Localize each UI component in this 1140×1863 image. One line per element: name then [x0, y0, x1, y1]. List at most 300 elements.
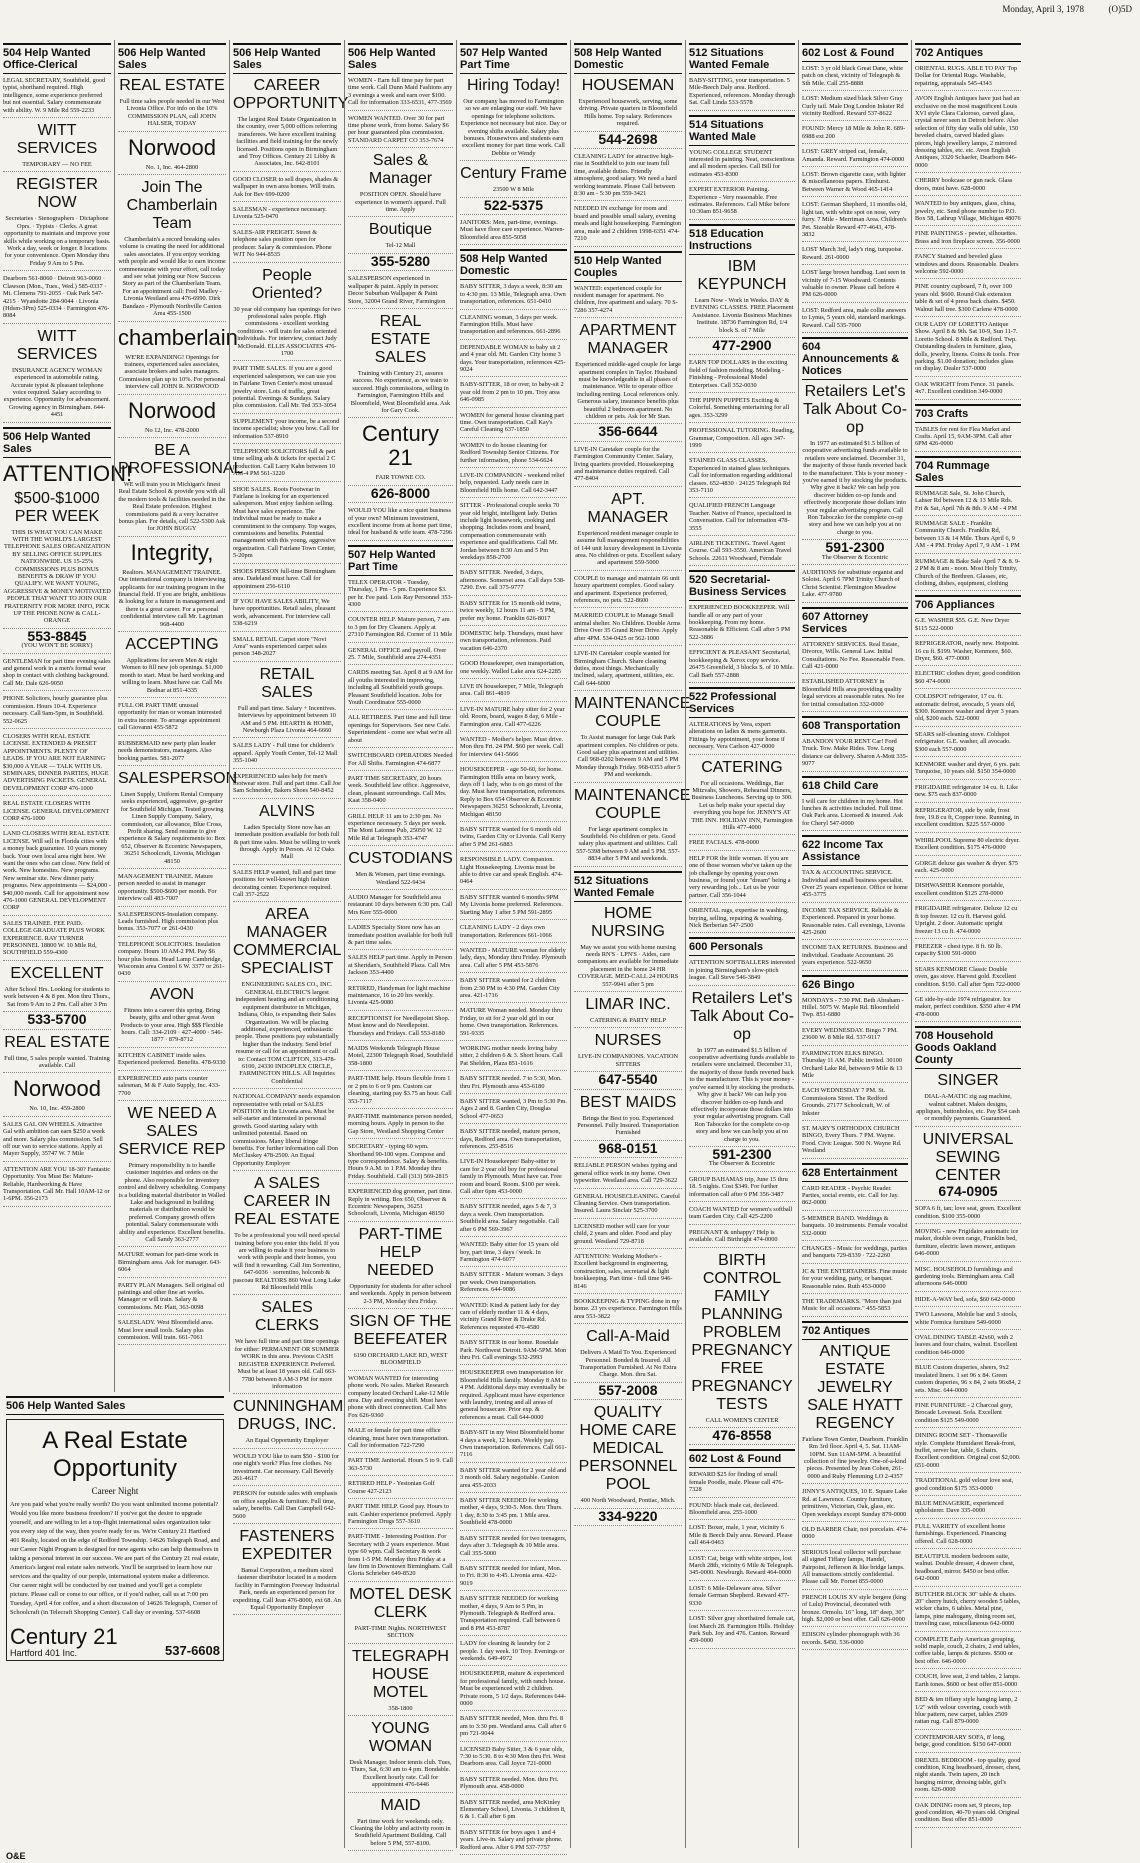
ad-body-text: DINING ROOM SET - Thomasville style. Complete Humidaret Break-front, buffet, server bar, table, 6 chairs. Excellent condition. Original cost $2,000. 651-0000 — [915, 1432, 1021, 1469]
ad-body-text: DREXEL BEDROOM - top quality, good condition, King headboard, dresser, chest, night stands. Twin tapers, 20 inch hanging mirror, dressing table, girl's room. 626-0000 — [915, 1756, 1021, 1794]
classified-ad — [689, 149, 795, 183]
ad-body-text: BABY SITTER needed for infant, Mon. to Fri. 8:30 to 4:45. Livonia area. 422-9019 — [460, 1564, 562, 1587]
ad-body-text: May we assist you with home nursing needs RN'S · LPN'S · Aides, care companions are available for immediate placement in the home 24 HR COVERAGE. MED-CALL 24 HOURS 557-9941 after 5 pm — [577, 943, 679, 988]
ad-body-text: MAIDS Weekends Telegraph House Motel, 22300 Telegraph Road, Southfield 358-1800 — [348, 1045, 453, 1067]
classified-ad — [915, 1072, 1021, 1127]
feature-ad-brand: Century 21 — [10, 1623, 118, 1649]
classified-ad — [915, 693, 1021, 727]
classified-ad — [460, 1746, 567, 1772]
classified-ad — [802, 1268, 908, 1294]
ad-body-text: BOOKKEEPING & TYPING done in my home. 23 yrs experience. Farmington Hills area 553-3822 — [574, 1297, 682, 1320]
classified-ad — [460, 1670, 567, 1711]
feature-ad-phone: 537-6608 — [165, 1642, 220, 1658]
ad-body-text: HOUSEKEEPER - age 50-60, for home. Farmington Hills area on heavy work, days off 1 lady, who is on go most of the day. Must have transportation, references. Reply to Box 654 Observer & Eccentric Newspapers 36251 Schoolcraft, Livonia, Michigan 48150 — [460, 766, 566, 818]
ad-body-text: Fitness into a career this spring. Bring beauty, gifts and other great Avon Products to your area. High $$$ Flexible hours. Call: 334-2109 · 427-4000 · 546-1877 · 879-8712 — [120, 1006, 224, 1044]
ad-body-text: FANCY Stained and beveled glass windows and doors. Reasonable. Dealers welcome 592-0000 — [915, 253, 1019, 275]
ad-body-text: GOOD Housekeeper, own transportation, one weekly. Walled Lake area 624-2285 — [460, 660, 565, 675]
ad-body-text: LOST: Silver gray shorthaired female cat, lost March 28. Farmington Hills. Holiday Park Sub. Joy and 476. Canton. Reward 459-0000 — [689, 1615, 795, 1645]
classified-ad — [348, 152, 453, 217]
classified-ad — [3, 1166, 111, 1207]
classified-ad — [802, 738, 908, 772]
ad-body-text: LOST March 3rd, lady's ring, turquoise. Reward. 261-0000 — [802, 246, 904, 261]
ad-body-text: PART TIME Janitorial. Hours 5 to 9. Call 363-5730 — [348, 1457, 453, 1472]
classified-ad — [574, 1162, 682, 1188]
classified-ad — [574, 130, 682, 149]
classified-ad — [574, 1381, 682, 1400]
ad-body-text: BABY SITTER, 3 days a week, 8:30 am to 4:30 pm. 13 Mile, Telegraph area. Own transportation, references. 651-0410 — [460, 283, 566, 306]
ad-body-text: WE'RE EXPANDING! Openings for trainees, experienced sales associates, associate brokers and sales managers. Commission plan up to 10%. For personal interview call JOHN R. NORWOOD — [118, 353, 226, 391]
classified-ad — [460, 1098, 567, 1124]
ad-heading: QUALITY HOME CARE MEDICAL PERSONNEL POOL — [578, 1404, 678, 1494]
ad-body-text: BED & ten tiffany style hanging lamp, 2 1/2" with velour covering, couch with blue pattern, new carpet, tables 2509 rattan rug. Call 879-0000 — [915, 1696, 1018, 1726]
ad-body-text: Realtors. MANAGEMENT TRAINEE. Our international company is interviewing applicants for our training program in the financial field. If you are bright, ambitious & looking for a future in management and there is a great career. For a personal confidential interview call Mr. Lagriman 968-4400 — [118, 568, 226, 628]
ad-heading: AVON — [149, 985, 195, 1003]
ad-heading: SINGER — [937, 1072, 999, 1090]
ad-heading: REAL ESTATE — [119, 77, 225, 94]
classified-ad — [3, 627, 111, 654]
classified-ad — [802, 1298, 908, 1317]
classified-ad — [348, 221, 453, 253]
ad-body-text: GENERAL HOUSECLEANING. Careful Cleaning Service. Own transportation. Insured. Laura Sinclair 525-3700 — [574, 1192, 680, 1215]
classified-ad — [233, 666, 341, 739]
classified-ad — [802, 1594, 908, 1628]
ad-heading: Join The Chamberlain Team — [126, 179, 218, 233]
ad-body-text: Part time work for weekends only. Cleaning the lobby and activity room in Southfield Apartment Building. Call before 5 PM, 557-8100. — [350, 1817, 451, 1847]
ad-body-text: Our company has moved to Farmington so we are enlarging our staff. We have openings for telephone solicitors. Experience not necessary but nice. Day or evening shifts available. Salary plus bonuses. Housewives and students earn excellent money for part time work. Call Debbie or Wendy — [460, 98, 567, 157]
ad-heading: BE A PROFESSIONAL — [118, 441, 243, 477]
ad-body-text: (YOU WON'T BE SORRY) — [21, 642, 93, 650]
classified-ad — [233, 742, 341, 768]
classified-ad — [460, 442, 567, 468]
classified-ad — [915, 1228, 1021, 1262]
ad-body-text: CONTEMPORARY SOFA, 8' long, beige, good condition. $150 647-0000 — [915, 1733, 1012, 1749]
ad-body-text: TRADITIONAL gold velour love seat, good condition $175 353-0000 — [915, 1477, 1014, 1492]
ad-body-text: BABY SITTER NEEDED for working mother, 4 days, 9 Am to 5 Pm, in Plymouth. Telegraph & Redford area. Transportation required. Call between 6 and 8 PM 453-8787 — [460, 1595, 561, 1632]
ad-body-text: FOUND: black male cat, declawed. Bloomfield area. 255-1000 — [689, 1501, 779, 1517]
ad-body-text: CLEANING LADY - 2 days own transportation. References 661-1066 — [460, 924, 552, 939]
classified-ad — [915, 1673, 1021, 1692]
ad-body-text: Linen Supply, Uniform Rental Company seeks experienced, aggressive, go-getter for Southfield Michigan. Tested growing Linen Supply Company. Salary, commission, car allowance, Blue Cross, Profit sharing. Send resume to give experience & Salary requirements to: Box 652, Observer & Eccentric Newspapers, 36251 Schoolcraft, Livonia, Michigan 48150 — [118, 790, 226, 865]
classified-ad — [574, 905, 682, 992]
ad-body-text: ATTENTION ARE YOU 18-30? Fantastic Opportunity. You Must Be: Mature-Reliable, Hardworking & Have Transportation. Call Mr. Hall 10AM-12 or 1-6PM. 356-2173 — [3, 1165, 111, 1203]
ad-body-text: For all occasions. Weddings, Bar Mitzvahs, Showers, Rehearsal Dinners, Business Luncheons. Serving up to 300. Let us help make your special day everything you hope for. JENNY'S AT THE INN. HOLIDAY INN, Farmington Hills 477-4000 — [691, 779, 793, 831]
ad-body-text: RELIABLE PERSON wishes typing and general office work in my home. Own typewriter. Westland area. Call 729-3622 — [574, 1162, 678, 1185]
ad-body-text: WOMAN WANTED for interesting phone work. No sales. Market Research company located Orchard Lake-12 Mile area. Day and evening shift. Must have phone with direct connection. Call Mrs Fox 626-9360 — [348, 1374, 450, 1419]
classified-ad — [689, 1502, 795, 1521]
classified-ad — [233, 176, 341, 202]
ad-body-text: SALESLADY. West Bloomfield area. Must love small tools. Salary plus commission. Will train. 661-7061 — [118, 1319, 214, 1342]
section-header: 512 Situations Wanted Female — [574, 871, 682, 902]
ad-body-text: WANTED - MATURE woman for elderly lady, days, Monday thru Friday. Plymouth area. Call after 5 PM 453-5876 — [460, 946, 567, 969]
classified-ad — [460, 683, 567, 702]
ad-body-text: PART TIME SECRETARY, 20 hours week. Southfield law office. Aggressive, clean, pleasant surroundings. Call Mrs. Kaat 358-0400 — [348, 774, 451, 805]
classified-ad — [689, 1229, 795, 1248]
classified-ad — [348, 115, 453, 149]
classified-ad — [915, 731, 1021, 757]
ad-body-text: LOST: Boxer, male, 1 year, vicinity 6 Mile & Beech Daly area. Reward. Please call 464-0463 — [689, 1524, 793, 1547]
classified-ad — [460, 165, 567, 197]
classified-ad — [118, 541, 226, 632]
ad-heading: People Oriented? — [251, 266, 323, 302]
ad-body-text: SALESMAN - experience necessary. Livonia 525-0470 — [233, 206, 327, 221]
classified-ad — [348, 1720, 453, 1793]
classified-ad — [915, 1553, 1021, 1587]
ad-body-text: COUNTER HELP. Mature person, 7 am to 3 pm for Dry Cleaners. Apply at 27310 Farmington Rd. Corner of 11 Mile — [348, 616, 453, 639]
ad-body-text: BABY-SITTING, your transportation. 5 Mile-Beech Daly area. Redford. Experienced, references. Monday through Sat. Call Linda 533-5578 — [689, 77, 795, 107]
ad-heading: AREA MANAGER COMMERCIAL SPECIALIST — [233, 906, 342, 978]
ad-body-text: The Observer & Eccentric — [708, 1160, 776, 1168]
classified-ad — [460, 1271, 567, 1297]
ad-body-text: An Equal Opportunity Employer — [245, 1437, 329, 1445]
ad-body-text: For large apartment complex in Southfield. No children or pets. Good salary plus apartment and utilities. Call 557-5398 between 9 AM and 5 PM. 557-8834 after 5 PM and weekends. — [576, 825, 680, 863]
classified-ad — [233, 418, 341, 444]
ad-body-text: LIVE-IN Caretaker couple wanted for Birmingham Church. Share cleaning duties, most things. Mechanically inclined, salary, apartment, utilities, etc. Call 644-6000 — [574, 650, 675, 687]
ad-body-text: OVAL DINING TABLE 42x60, with 2 leaves and four chairs, walnut. Excellent condition 646-0000 — [915, 1334, 1018, 1356]
classified-ad — [915, 426, 1021, 452]
classified-ad — [802, 1125, 908, 1159]
ad-body-text: WANTED - Mother's helper. Must drive. Mon thru Fri. 24 PM. $60 per week. Call for interview 641-5666 — [460, 735, 564, 758]
masthead — [0, 2, 1140, 16]
ad-body-text: EDISON cylinder phonograph with 36 records. $450. 536-0000 — [802, 1631, 900, 1646]
classified-ad — [915, 837, 1021, 856]
ad-body-text: DOMESTIC help. Thursdays, must have own transportation, references. Paid vacation 646-2370 — [460, 629, 563, 652]
ad-body-text: SALES TRAINEE. FEE PAID. COLLEGE GRADUATE PLUS WORK EXPERIENCE. RAY TURNER PERSONNEL 18800 W. 10 Mile Rd, SOUTHFIELD 559-4300 — [3, 919, 105, 957]
classified-ad — [3, 658, 111, 692]
ad-body-text: The largest Real Estate Organization in the country, over 5,000 offices referring transferees. We have excellent training facilities and field training for the newly licensed. Positions open in Birmingham and Troy Offices. Century 21 Libby & Associates, Inc. 642-8101 — [236, 116, 338, 168]
classified-column — [798, 40, 911, 1848]
classified-ad — [915, 283, 1021, 317]
classified-ad — [574, 650, 682, 691]
ad-body-text: RECEPTIONIST for Needlepoint Shop. Must know and do Needlepoint. Thursdays and Fridays. Call 553-8180 — [348, 1014, 450, 1037]
ad-body-text: In 1977 an estimated $1.5 billion of cooperative advertising funds available to retailers were unclaimed. December 31, the majority of those funds reverted back to the manufacturer. This is your money - you've earned it by stocking the products. Why give it back? We can help you discover hidden co-op funds and effectively incorporate those dollars into your regular advertising program. Call Ron Taboczko for the complete co-op story and how we can help you at no charge to you. — [802, 439, 908, 536]
ad-body-text: CLEANING woman, 3 days per week. Farmington Hills. Must have transportation and references. 661-2896 — [460, 313, 561, 336]
ad-body-text: BABY-SIT in my West Bloomfield home 4 days a week, 12 hours. Weekly pay. Own transportation. References. Call 661-7116 — [460, 1429, 567, 1459]
ad-body-text: EXPERIENCED BOOKKEEPER. Will handle all or any part of your bookkeeping. From my home. Reasonable & Efficient. Call after 5 PM 522-3886 — [689, 604, 791, 641]
classified-ad — [574, 1139, 682, 1158]
ad-body-text: ST. MARY'S ORTHODOX CHURCH BINGO, Every Thurs. 7 PM. Wayne. Food. Civic League. 500 N. Wayne Rd. Westland — [802, 1124, 902, 1155]
classified-ad — [233, 1299, 341, 1394]
classified-ad — [460, 1715, 567, 1741]
classified-ad — [348, 1226, 453, 1309]
ad-body-text: WANTED: Kind & patient lady for day care of elderly mother 11 & 4 days, vicinity Grand River & Drake Rd. References requested 476-4580 — [460, 1301, 560, 1331]
classified-ad — [460, 569, 567, 595]
classified-ad — [689, 959, 795, 985]
classified-ad — [574, 1328, 682, 1383]
classified-ad — [118, 636, 226, 698]
ad-body-text: LOST large brown handbag. Last seen in vicinity of 7-15 Woodward. Contents valuable to owner. Please call before 4 PM 626-0000 — [802, 269, 906, 299]
classified-ad — [118, 1319, 226, 1345]
classified-ad — [689, 759, 795, 836]
ad-body-text: LOST: Redford area, male collie answers to Lynus, 5 years old, standard markings. Reward. Call 535-7000 — [802, 306, 907, 329]
ad-body-text: Full and part time. Salary + Incentives. Interviews by appointment between 10 AM and 5 PM. HEARTH & HOME, Newburgh Plaza Livonia 464-6660 — [237, 704, 337, 734]
ad-body-text: To be a professional you will need special training before you enter this field. If you are willing to make it your business to work with people and their homes, you will find it rewarding. Call Jim Sorrentino, 647-6036 · sorrentino, holcomb & pascoau REALTORS 860 West Long Lake Rd Bloomfield Hills — [233, 1232, 341, 1292]
ad-body-text: ELECTRIC clothes dryer, good condition $60 474-0000 — [915, 670, 1021, 685]
ad-body-text: BABY SITTER needed, ages 5 & 7, 3 days a week. Own transportation. Southfield area. Salary negotiable. Call after 6 PM 569-3967 — [460, 1203, 559, 1233]
ad-heading: ANTIQUE ESTATE JEWELRY SALE HYATT REGENCY — [807, 1342, 903, 1432]
ad-body-text: BABY SITTER wanted 6 months 9PM My Livonia home preferred. References. Starting May 1 after 5 PM 591-2895 — [460, 893, 563, 916]
ad-phone-number: 476-8558 — [712, 1427, 772, 1443]
ad-heading: A SALES CAREER IN REAL ESTATE — [234, 1175, 340, 1229]
classified-ad — [460, 856, 567, 890]
classified-ad — [689, 839, 795, 850]
ad-body-text: FRIGIDAIRE refrigerator. Deluxe 12 cu ft top freezer. 12 cu ft. Harvest gold. Upright. 2 door. Automatic upright freezer 13 cu ft. 474-0000 — [915, 905, 1018, 935]
ad-body-text: SALES HELP wanted, full and part time positions for well-known high fashion decorating center. Experience required. Call 357-2522 — [233, 868, 336, 899]
classified-ad — [460, 1776, 567, 1795]
ad-body-text: No. 10, Inc. 459-2800 — [29, 1105, 85, 1113]
ad-body-text: FINE PAINTINGS - pewter, silhouettes. Brass and iron fireplace screen. 356-0000 — [915, 230, 1020, 245]
ad-body-text: MARRIED COUPLE to Manage Small animal shelter. No Children. Double Arms Drive Over 35 Grand River Drive. Apply after 4PM. 534-0425 or 562-1000 — [574, 612, 681, 642]
section-header: 600 Personals — [689, 937, 795, 956]
ad-heading: IBM KEYPUNCH — [697, 257, 787, 293]
ad-heading: RETAIL SALES — [259, 665, 315, 701]
ad-body-text: LOST: GREY striped cat, female, Amanda. Reward. Farmington 474-0000 — [802, 148, 905, 163]
ad-body-text: WOMEN to do house cleaning for Redford Township Senior Citizens. For further information, phone 534-6624 — [460, 441, 559, 464]
classified-ad — [574, 786, 691, 867]
classified-ad — [689, 1615, 795, 1649]
ad-body-text: EFFICIENT & PLEASANT Secretarial, bookkeeping & Xerox copy service. 26475 Greenfield, 3 blocks S. of 10 Mile. Call Barb 557-2888 — [689, 649, 794, 679]
ad-body-text: Delivers A Maid To You. Experienced Personnel. Bonded & Insured. All Transportation Furnished. At No Extra Charge. Mon. thru Sat. — [579, 1349, 677, 1379]
classified-ad — [460, 766, 567, 822]
ad-body-text: OAK WRIGHT from Fence. 31 panels. 4x7. Excellent condition 349-0000 — [915, 380, 1015, 396]
classified-ad — [460, 630, 567, 656]
classified-ad — [915, 1402, 1021, 1428]
classified-ad — [460, 1369, 567, 1425]
ad-heading: CUSTODIANS — [348, 850, 453, 868]
ad-body-text: MISC. HOUSEHOLD furnishings and gardening tools. Birmingham area. Call afternoons 646-0000 — [915, 1265, 1015, 1288]
classified-column — [685, 40, 798, 1848]
ad-heading: Retailers Let's Talk About Co-op — [689, 989, 795, 1043]
section-header: 602 Lost & Found — [689, 1449, 795, 1468]
section-header: 708 Household Goods Oakland County — [915, 1026, 1021, 1069]
ad-body-text: WOMEN for general house cleaning part time. Own transportation. Call Kay's Careful Cleaning 637-1850 — [460, 411, 565, 434]
ad-body-text: CLOSERS WITH REAL ESTATE LICENSE. EXTENDED & PRESET APPOINTMENTS. PLENTY OF LEADS. IF YOU ARE NOT EARNING $30,000 A YEAR — TALK WITH US. SEMINARS, DINNER PARTIES, HUGE ADVERTISING PACKETS. GENERAL DEVELOPMENT CORP 476-1000 — [3, 732, 109, 792]
classified-ad — [3, 920, 111, 961]
classified-ad — [689, 77, 795, 111]
ad-body-text: THIS IS WHAT YOU CAN MAKE WITH THE WORLD'S LARGEST TELEPHONE SALES ORGANIZATION BY SELLING OFFICE SUPPLIES NATIONWIDE. US 15-25% COMMISSIONS PLUS BONUS BENEFITS & DRAW IF YOU QUALIFY. WE WANT YOUNG, AGGRESSIVE & MONEY MOTIVATED PEOPLE THAT WANT TO JOIN OUR FRATERNITY FOR MORE INFO, PICK UP THE PHONE NOW & CALL-ORANGE — [3, 528, 111, 625]
ad-display-heading: Norwood — [127, 134, 217, 160]
classified-ad — [460, 1595, 567, 1636]
ad-body-text: KITCHEN CABINET inside sales. Experienced preferred. Benefits. 478-9330 — [118, 1051, 226, 1067]
classified-ad — [348, 813, 453, 847]
ad-body-text: COUCH, love seat, 2 end tables, 2 lamps. Earth tones. $600 or best offer 851-0000 — [915, 1673, 1021, 1688]
classified-ad — [915, 1266, 1021, 1292]
classified-ad — [118, 941, 226, 982]
ad-phone-number: 334-9220 — [598, 1507, 658, 1524]
classified-ad — [574, 153, 682, 201]
classified-ad — [3, 965, 111, 1012]
ad-body-text: BABY SITTER wanted for 2 children from 2:30 PM to 4:30 PM. Garden City area. 421-1716 — [460, 977, 560, 999]
classified-ad — [574, 285, 682, 319]
ad-phone-number: 544-2698 — [598, 130, 658, 147]
ad-body-text: Secretaries · Stenographers · Dictaphone Oprs. · Typists · Clerks. A great opportunity to maintain and improve your skills while working on a temporary basis. Work a day, week or longer. 8 locations for your convenience. Open Monday thru Friday 9 Am to 5 Pm. — [3, 215, 111, 267]
ad-body-text: TAX & ACCOUNTING SERVICE. Individual and small business specialist. Over 25 years experience. Office or home 455-3775 — [802, 869, 908, 899]
section-header: 702 Antiques — [915, 43, 1021, 62]
section-header: 506 Help Wanted Sales — [233, 43, 341, 74]
classified-ad — [3, 176, 111, 271]
ad-body-text: YOUNG COLLEGE STUDENT interested in painting. Neat, conscientious and all modern species. Call Bill for estimates 453-8300 — [689, 148, 795, 178]
ad-body-text: Applications for seven Men & eight Women to fill new job openings. $1,000 month to start. Must be hard working and willing to learn. Must have car. Call Ms Bodnar at 851-4335 — [119, 657, 225, 694]
ad-body-text: COLDSPOT refrigerator, 17 cu. ft. automatic defrost, avocado, 5 years old, $300. Kenmore washer and dryer 3 years old, $200 each. 522-0000 — [915, 693, 1019, 723]
ad-body-text: IF YOU HAVE SALES ABILITY, We have opportunities. Retail sales, pleasant work, advancement. For interview call 538-6219 — [233, 597, 336, 628]
ad-body-text: Dearborn 561-8060 · Detroit 963-0060 · Clawson (Mon., Tues., Wed.) 585-0337 · Mt. Clemens 791-2055 · Oak Park 547-4215 · Wyandotte 284-9044 · Livonia (Hdsm-3Pm) 525-0334 · Farmington 476-8084 — [3, 275, 110, 320]
classified-ad — [689, 649, 795, 683]
ad-phone-number: 522-5375 — [483, 196, 544, 213]
classified-ad — [460, 600, 567, 626]
classified-ad — [348, 775, 453, 809]
classified-ad — [118, 1282, 226, 1316]
ad-body-text: SERIOUS local collector will purchase all signed Tiffany lamps, Handel, Pairpoint, Jefferson & like bridge lamps. All transactions strictly confidential. Please call Mr. Fornet 855-0000 — [802, 1548, 905, 1586]
ad-body-text: EACH WEDNESDAY 7 PM. St. Commissions Street. The Redford Grounds. 27177 Schoolcraft, W. of Inkster — [802, 1087, 890, 1117]
ad-body-text: Experienced resident manager couple to assume full management responsibilities of 144 unit luxury development in Livonia area. No children or pets. Excellent salary and apartment 559-5000 — [574, 529, 682, 567]
ad-body-text: FRENCH LOUIS XV style bergere (king of Lulu) Provincial, decorated with bronze. Ormolu. 16" long, 18" deep, 30" high. $2,000 or best offer. Call 626-0000 — [802, 1593, 907, 1623]
classified-ad — [915, 966, 1021, 992]
classified-ad — [348, 1188, 453, 1222]
ad-body-text: Bansal Corporation, a medium sized fastener distributor located in a modern facility in Farmington Freeway Industrial Park, needs an experienced person for expediting. Call Jean 476-8000, ext 68. An Equal Opportunity Employer — [233, 1566, 341, 1611]
ad-phone-number: 477-2900 — [712, 336, 772, 353]
classified-ad — [915, 1696, 1021, 1730]
ad-body-text: SUPPLEMENT your income, be a second income specialist; show you how. Call for information 537-8910 — [233, 417, 340, 440]
ad-body-text: WOULD YOU like to earn $50 - $100 for one night's work? Plus free clothes. No investment. Car necessary. Call Beverly 261-4617 — [233, 1452, 340, 1482]
ad-body-text: WANTED to buy antiques, glass, china, jewelry, etc. Send phone number to P.O. Box 58, Lathrup Village, Michigan 48076 — [915, 200, 1021, 222]
ad-display-heading: Century 21 — [361, 421, 440, 471]
ad-body-text: LICENSED mother will care for your child, 2 years and older. Food and play ground. Westland 729-8718 — [574, 1222, 672, 1245]
ad-body-text: INSURANCE AGENCY WOMAN experienced in automobile rating. Accurate typist & pleasant telephone voice required. Salary according to experience. Opportunity for advancement. Growing agency in Birmingham. 644-4451 — [3, 366, 111, 419]
ad-body-text: LADY for cleaning & laundry for 2 people. 1 day week. 10 Troy. Evenings or weekends. 649-4972 — [460, 1640, 565, 1662]
classified-ad — [118, 873, 226, 907]
classified-ad — [915, 520, 1021, 554]
ad-heading: SIGN OF THE BEEFEATER — [349, 1313, 452, 1348]
classified-ad — [802, 539, 908, 565]
ad-heading: LIMAR INC. — [585, 996, 671, 1014]
classified-ad — [460, 283, 567, 309]
classified-ad — [460, 196, 567, 215]
ad-body-text: BLUE Custom draperies, sheers, 9x2 insulated liners. 1 set 96 x 84. Green custom draperies, 96 x 84, 2 sets 96x84, 2 sets. Misc. 644-0000 — [915, 1364, 1021, 1394]
ad-display-heading: Norwood — [127, 397, 217, 423]
classified-ad — [348, 1143, 453, 1184]
ad-body-text: BABY SITTER needed, Mon. thru Fri. 8 am to 3:30 pm. Westland area. Call after 6 pm 721-9044 — [460, 1715, 567, 1738]
ad-body-text: GENTLEMAN for part time evening sales and general work in a men's formal wear shop in contact with clothing background. Call Mr. Dale 626-9050 — [3, 657, 111, 687]
classified-ad — [348, 275, 453, 309]
ad-heading: MAID — [380, 1796, 421, 1814]
classified-ad — [915, 761, 1021, 780]
ad-body-text: SITTER - Professional couple seeks 70 year old bright, intelligent lady. Duties include light housework, cooking and shopping. Includes room and board, compensation commensurate with experience and qualifications. Call Mr. Jordan between 8:30 Am and 5 Pm weekdays 858-2700 — [460, 502, 560, 562]
classified-ad — [348, 924, 453, 950]
ad-body-text: CHERRY bookcase or gun rack. Glass doors, must have. 628-0000 — [915, 177, 1013, 192]
classified-ad — [915, 617, 1021, 636]
classified-ad — [915, 1757, 1021, 1798]
classified-ad — [460, 1640, 567, 1666]
classified-ad — [118, 1052, 226, 1071]
ad-body-text: PHONE Solicitors, hourly guarantee plus commission. Hours 10-4. Experience necessary. Call 9am-5pm, in Southfield. 552-0625 — [3, 695, 108, 725]
classified-ad — [3, 328, 111, 423]
ad-heading: SALESPERSON — [118, 769, 238, 787]
classified-ad — [348, 1480, 453, 1499]
ad-body-text: LIVE-IN Caretaker couple for the Farmington Community Center. Salary, living quarters provided. Housekeeping and maintenance duties required. Call 477-8404 — [574, 445, 674, 483]
classified-ad — [460, 1565, 567, 1591]
classified-ad — [3, 830, 111, 915]
ad-body-text: NATIONAL COMPANY needs expansion representative with retail or SALES POSITION in the Livonia area. Must be self-starter and interested in personal growth. Good starting salary with unlimited potential. Based on commissions. Many liberal fringe benefits. For further information call Don McCluskey 478-2500. An Equal Opportunity Employer — [233, 1093, 340, 1167]
ad-display-heading: chamberlain — [118, 324, 238, 350]
classified-ad — [348, 1797, 453, 1852]
classified-ad — [460, 736, 567, 762]
ad-body-text: In 1977 an estimated $1.5 billion of cooperative advertising funds available to retailers were unclaimed. December 31, the majority of those funds reverted back to the manufacturer. This is your money - you've earned it by stocking the products. Why give it back? We can help you discover hidden co-op funds and effectively incorporate those dollars into your regular advertising program. Call Ron Taboczko for the complete co-op story and how we can help you at no charge to you. — [689, 1046, 795, 1143]
ad-body-text: Primary responsibility is to handle customer inquiries and orders on the phone. Also responsible for inventory control and delivery scheduling. Company is a building material distributor in Walled Lake and background in building materials or distribution would be preferred. Company growth offers potential. Salary commensurate with ability and experience. Excellent benefits. Call Sandy 363-2777 — [118, 1161, 226, 1243]
section-header: 506 Help Wanted Sales — [348, 43, 453, 74]
section-header: 522 Professional Services — [689, 687, 795, 718]
ad-body-text: PREGNANT & unhappy? Help is available. Call Birthright 474-0000 — [689, 1228, 778, 1244]
classified-ad — [689, 1471, 795, 1497]
ad-body-text: LADIES Specialty Store now has an immediate position available for both full & part time sales. — [348, 924, 453, 946]
classified-ad — [915, 1296, 1021, 1307]
classified-ad — [689, 1585, 795, 1611]
classified-ad — [802, 1245, 908, 1264]
classified-column — [344, 40, 456, 1848]
ad-body-text: REFRIGERATOR, side by side, frost free, 19.8 cu ft, Copper tone. Running, in excellent condition. $225 557-0000 — [915, 806, 1019, 829]
ad-heading: TELEGRAPH HOUSE MOTEL — [352, 1647, 449, 1701]
classified-ad — [689, 1524, 795, 1550]
classified-ad — [348, 1457, 453, 1476]
classified-ad — [460, 77, 567, 161]
ad-body-text: FAIR TOWNE CO. — [375, 474, 426, 482]
ad-body-text: WE will train you in Michigan's finest Real Estate School & provide you with all the modern tools & facilities needed in the Real Estate profession. Highest commissions paid & a very lucrative bonus plan. For details, call 522-5300 Ask for JOHN BUGGY — [118, 480, 226, 533]
section-header: 510 Help Wanted Couples — [574, 251, 682, 282]
classified-ad — [574, 322, 682, 424]
ad-body-text: LOST: German Shepherd, 11 months old, light tan, with white spot on nose, very furry. 7 Mile - Merriman Area. Children's Pet. Sizeable Reward 477-4643, 478-3832 — [802, 201, 907, 238]
ad-body-text: DISHWASHER Kenmore portable, excellent condition $125 278-0000 — [915, 882, 1005, 897]
classified-ad — [915, 1591, 1021, 1632]
classified-ad — [460, 660, 567, 679]
classified-ad — [915, 177, 1021, 196]
ad-body-text: After School Hrs. Looking for students to work between 4 & 8 pm. Mon thru Thurs., Sat from 9 Am to 2 Pm. Call after 3 Pm — [3, 985, 111, 1008]
classified-ad — [118, 441, 243, 537]
ad-body-text: FULL OR PART TIME unusual opportunity for man or woman interested in extra income. To arrange appointment call Giovanni 455-5872 — [118, 702, 222, 732]
classified-ad — [915, 1500, 1021, 1519]
ad-body-text: THE PIPPIN PUPPETS Exciting & Colorful. Something entertaining for all ages. 353-3299 — [689, 396, 790, 419]
section-header: 506 Help Wanted Sales — [3, 427, 111, 458]
classified-ad — [118, 911, 226, 937]
classified-ad — [915, 1802, 1021, 1828]
ad-body-text: SALESPERSON experienced in wallpaper & paint. Apply in person: Decor Suburban Wallpaper & Paint Store, 32004 Grand River, Farmington — [348, 275, 446, 305]
ad-body-text: DEPENDABLE WOMAN to baby sit 2 and 4 year old. Mt. Garden City home 3 days. Your transportation, references 425-9024 — [460, 343, 566, 373]
classified-ad — [915, 640, 1021, 666]
classified-column — [0, 40, 133, 1390]
ad-body-text: 5-MEMBER BAND. Weddings & banquets. 10 instruments. Female vocalist 532-0000 — [802, 1214, 908, 1237]
ad-body-text: BABY SITTER NEEDED for working mother, 4 days, 9:30-5. Mon. thru Thurs. 1 day, 8:30 to 3:45 pm. 1 Mile area. Southfield 478-0000 — [460, 1497, 563, 1527]
classified-ad — [3, 77, 111, 118]
ad-body-text: BABY SITTER needed, area McKinley Elementary School, Livonia. 3 children 8, 6 & 1. Call after 6 pm — [460, 1798, 566, 1821]
classified-ad — [574, 77, 682, 132]
ad-body-text: BABY SITTER wanted for 2 year old and 3 month old. Salary negotiable. Canton area 455-2033 — [460, 1466, 567, 1489]
classified-ad — [460, 344, 567, 378]
classified-ad — [802, 125, 908, 144]
ad-body-text: HOUSEKEEPER, mature & experienced for professional family, with ranch house. Must be experienced with 2 children. Private room, 5 1/2 days. References 644-0000 — [460, 1670, 566, 1707]
ad-heading: CUNNINGHAM DRUGS, INC. — [233, 1398, 344, 1434]
ad-body-text: ABANDON YOUR RENT Car! Ford Truck. Tow. Make Rides. Tow. Long distance car delivery. Sharon A-Mott 335-9077 — [802, 737, 908, 768]
ad-body-text: ENGINEERING SALES CO., INC. GENERAL ELECTRIC'S largest independent heating and air conditioning equipment distributor in Michigan, Indiana, Ohio, is expanding their Sales Organization. We will be placing additional, experienced, enthusiastic people. These positions pay substantially higher than the industry. Send brief resume or call for an appointment or call to: Contact TOM CLIFTON, 313-478-6100, 24330 INDOPLEX CIRCLE, FARMINGTON HILLS. All Inquiries Confidential — [235, 981, 339, 1085]
ad-body-text: RUBBERMAID new party plan leader needs demonstrators, managers. Also booking parties. 581-2077 — [118, 739, 216, 762]
classified-ad — [460, 1497, 567, 1531]
classified-ad — [348, 1113, 453, 1139]
ad-body-text: PART-TIME maintenance person needed, morning hours. Apply in person to the Gap Store, Westland Shopping Center — [348, 1112, 453, 1135]
ad-body-text: SECRETARY - typing 60 wpm. Shorthand 90-100 wpm. Compose and type correspondence. Salary & benefits. Hours 9 A.M. to 1 P.M. Monday thru Friday. Southfield. Call (313) 569-2815 — [348, 1143, 449, 1180]
classified-ad — [348, 1313, 453, 1371]
classified-ad — [802, 798, 908, 832]
classified-ad — [802, 678, 908, 712]
classified-ad — [3, 460, 133, 629]
ad-body-text: GRILL HELP. 11 am to 2:30 pm. No experience necessary. 5 days per week. The Mont Latonne Pub, 25050 W. 12 Mile Rd at Telegraph 353-4747 — [348, 812, 447, 842]
ad-heading: HOUSEMAN — [581, 77, 675, 94]
ad-body-text: SHOES PERSON full-time Birmingham area. Dadeland must have. Call for appointment 256-6110 — [233, 567, 336, 590]
